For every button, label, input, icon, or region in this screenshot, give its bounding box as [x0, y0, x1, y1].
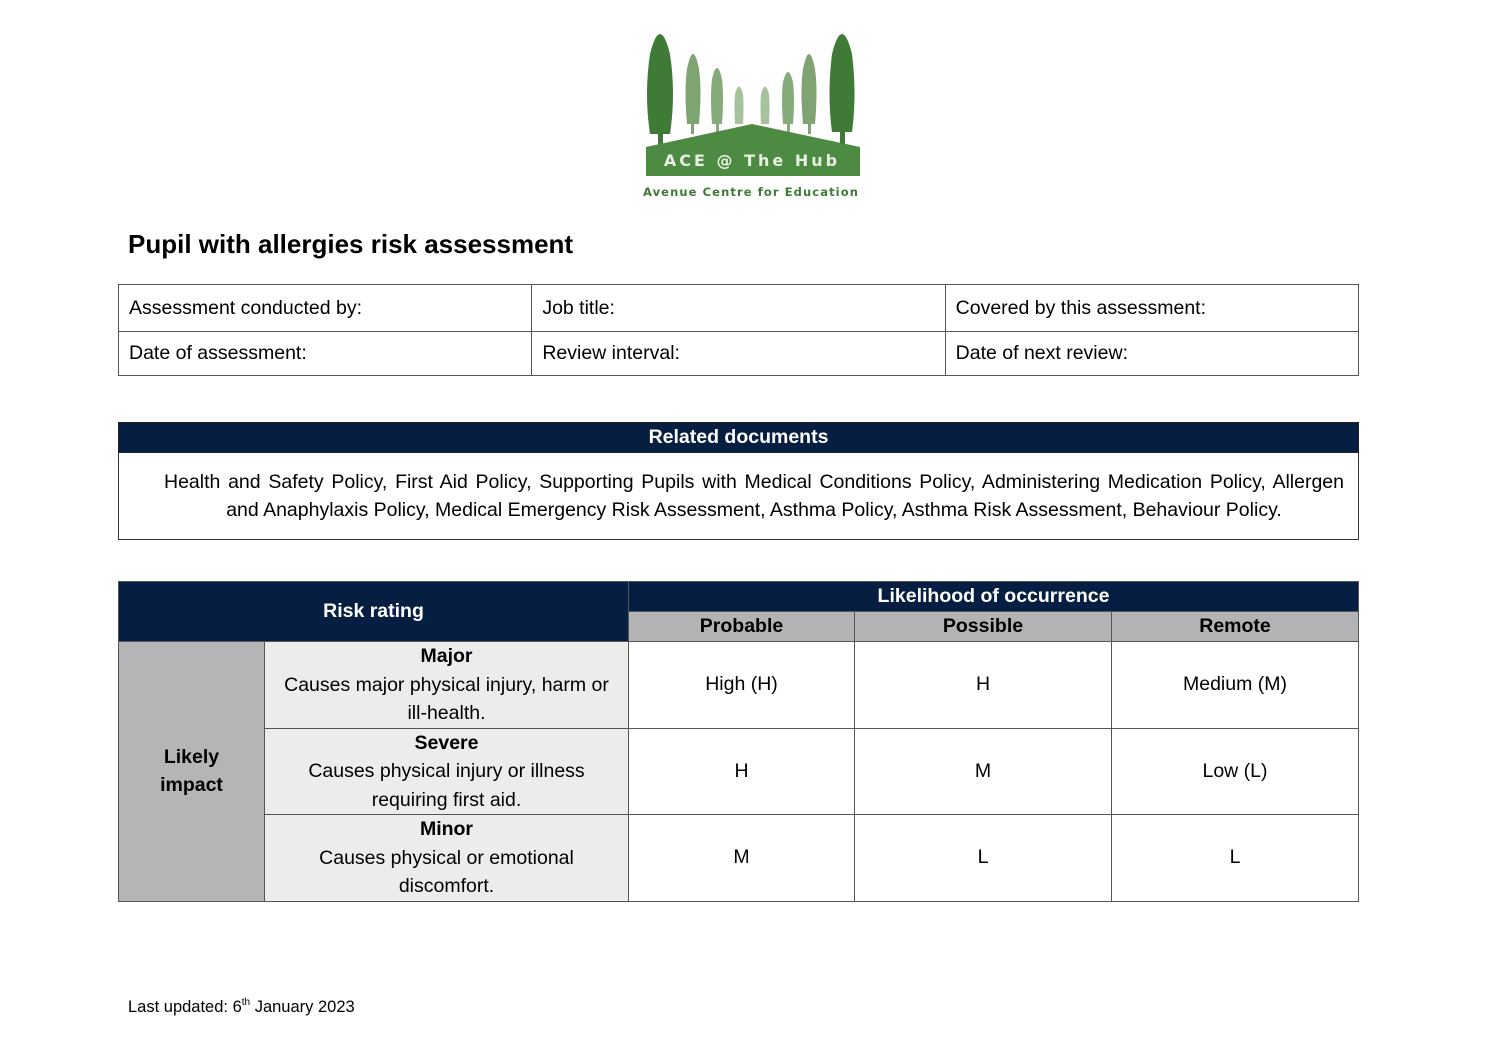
risk-row [119, 728, 1359, 815]
likelihood-header: Likelihood of occurrence [629, 582, 1359, 612]
related-documents-header: Related documents [119, 423, 1359, 453]
ace-logo [640, 14, 862, 204]
likelihood-remote: Remote [1112, 612, 1359, 642]
risk-row [119, 815, 1359, 902]
info-row [119, 285, 1359, 332]
review-interval-field[interactable]: Review interval: [532, 332, 945, 376]
risk-row [119, 642, 1359, 729]
logo-banner-text: ACE @ The Hub [663, 151, 841, 170]
risk-cell: High (H) [629, 642, 855, 729]
severity-minor: Minor Causes physical or emotional discomfort. [265, 815, 629, 902]
severity-severe: Severe Causes physical injury or illness requiring first aid. [265, 728, 629, 815]
logo-caption: Avenue Centre for Education [642, 185, 860, 199]
risk-rating-matrix [118, 581, 1359, 902]
risk-rating-header: Risk rating [119, 582, 629, 642]
risk-cell: L [1112, 815, 1359, 902]
severity-major: Major Causes major physical injury, harm or ill-health. [265, 642, 629, 729]
info-row [119, 332, 1359, 376]
covered-by-assessment-field[interactable]: Covered by this assessment: [945, 285, 1358, 332]
risk-cell: M [855, 728, 1112, 815]
likelihood-possible: Possible [855, 612, 1112, 642]
date-of-assessment-field[interactable]: Date of assessment: [119, 332, 532, 376]
risk-cell: L [855, 815, 1112, 902]
risk-cell: Medium (M) [1112, 642, 1359, 729]
cypress-trees-icon [640, 14, 862, 204]
related-documents-list: Health and Safety Policy, First Aid Policy, Supporting Pupils with Medical Conditions Policy, Administering Medication Policy, Allergen and Anaphylaxis Policy, Medical Emergency Risk Assessment, Asthma Policy, Asthma Risk Assessment, Behaviour Policy. [119, 453, 1359, 540]
risk-cell: Low (L) [1112, 728, 1359, 815]
date-of-next-review-field[interactable]: Date of next review: [945, 332, 1358, 376]
assessment-info-table [118, 284, 1359, 376]
last-updated-footer: Last updated: 6th January 2023 [128, 997, 355, 1016]
assessment-conducted-by-field[interactable]: Assessment conducted by: [119, 285, 532, 332]
job-title-field[interactable]: Job title: [532, 285, 945, 332]
page-title: Pupil with allergies risk assessment [128, 229, 574, 259]
risk-cell: M [629, 815, 855, 902]
risk-cell: H [629, 728, 855, 815]
likely-impact-label: Likely impact [119, 642, 265, 902]
risk-cell: H [855, 642, 1112, 729]
related-documents-table [118, 422, 1359, 540]
likelihood-probable: Probable [629, 612, 855, 642]
